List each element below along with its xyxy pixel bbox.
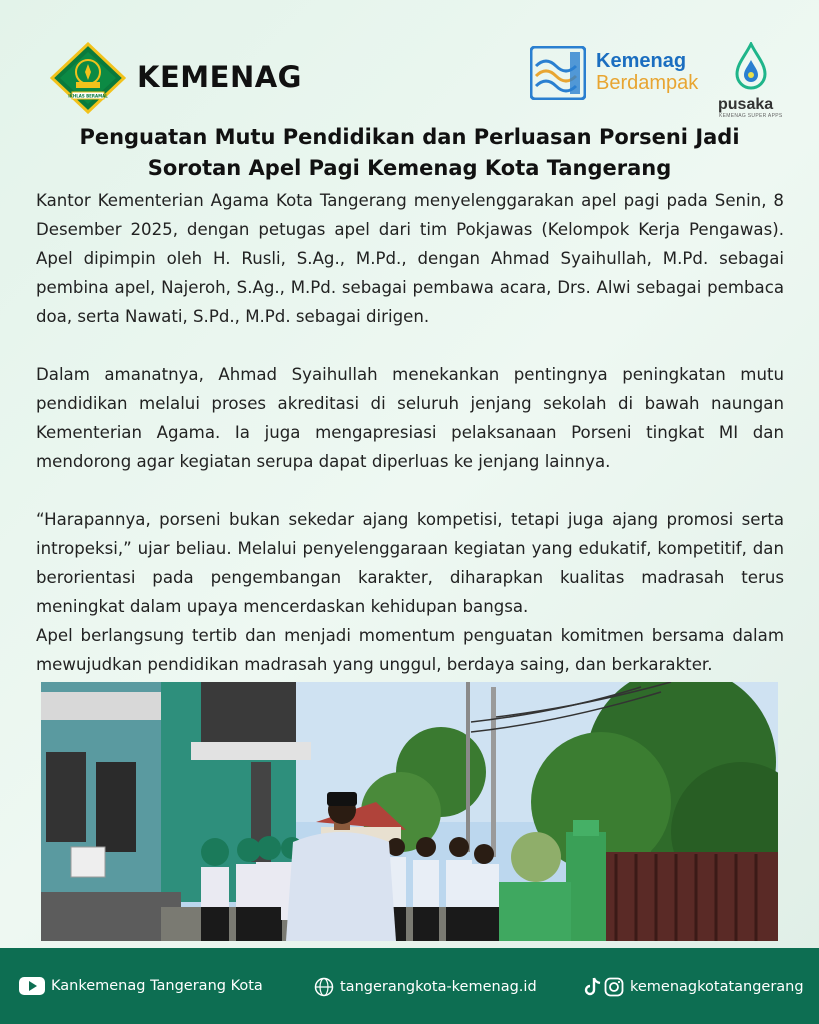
social-label: kemenagkotatangerang	[630, 979, 804, 995]
footer-social[interactable]	[584, 977, 804, 997]
partner-line2: Berdampak	[596, 72, 699, 94]
kemenag-berdampak-logo-icon	[530, 46, 586, 100]
title-line-2: Sorotan Apel Pagi Kemenag Kota Tangerang	[147, 156, 672, 180]
tiktok-icon	[584, 977, 602, 997]
youtube-label: Kankemenag Tangerang Kota	[51, 978, 263, 994]
partner-line1: Kemenag	[596, 50, 687, 72]
title-line-1: Penguatan Mutu Pendidikan dan Perluasan Porseni Jadi	[79, 125, 740, 149]
brand-name: KEMENAG	[137, 60, 302, 94]
emblem-text: IKHLAS BERAMAL	[68, 93, 108, 99]
paragraph-4: Apel berlangsung tertib dan menjadi momentum penguatan komitmen bersama dalam mewujudkan pendidikan madrasah yang unggul, berdaya saing, dan berkarakter.	[36, 626, 784, 674]
app-tagline: KEMENAG SUPER APPS	[719, 113, 783, 119]
globe-icon	[314, 977, 334, 997]
event-photo	[41, 682, 778, 941]
footer-youtube[interactable]	[19, 977, 263, 995]
paragraph-3: “Harapannya, porseni bukan sekedar ajang kompetisi, tetapi juga ajang promosi serta intropeksi,” ujar beliau. Melalui penyelenggaraan kegiatan yang edukatif, kompetitif, dan berorientasi pada pengembangan karakter, diharapkan kualitas madrasah terus meningkat dalam upaya mencerdaskan kehidupan bangsa.	[36, 510, 784, 616]
article-body	[36, 186, 784, 679]
paragraph-2: Dalam amanatnya, Ahmad Syaihullah menekankan pentingnya peningkatan mutu pendidikan melalui proses akreditasi di seluruh jenjang sekolah di bawah naungan Kementerian Agama. Ia juga mengapresiasi pelaksanaan Porseni tingkat MI dan mendorong agar kegiatan serupa dapat diperluas ke jenjang lainnya.	[36, 365, 784, 471]
paragraph-1: Kantor Kementerian Agama Kota Tangerang menyelenggarakan apel pagi pada Senin, 8 Desember 2025, dengan petugas apel dari tim Pokjawas (Kelompok Kerja Pengawas). Apel dipimpin oleh H. Rusli, S.Ag., M.Pd., dengan Ahmad Syaihullah, M.Pd. sebagai pembina apel, Najeroh, S.Ag., M.Pd. sebagai pembawa acara, Drs. Alwi sebagai pembaca doa, serta Nawati, S.Pd., M.Pd. sebagai dirigen.	[36, 191, 784, 326]
youtube-icon	[19, 977, 45, 995]
footer	[0, 948, 819, 1024]
header	[0, 0, 819, 122]
instagram-icon	[604, 977, 624, 997]
kemenag-emblem-icon	[50, 42, 126, 114]
article-title	[40, 122, 779, 184]
pusaka-logo-icon	[735, 42, 767, 94]
app-name: pusaka	[718, 96, 774, 113]
website-label: tangerangkota-kemenag.id	[340, 979, 537, 995]
photo-scene	[41, 682, 778, 941]
footer-website[interactable]	[314, 977, 537, 997]
